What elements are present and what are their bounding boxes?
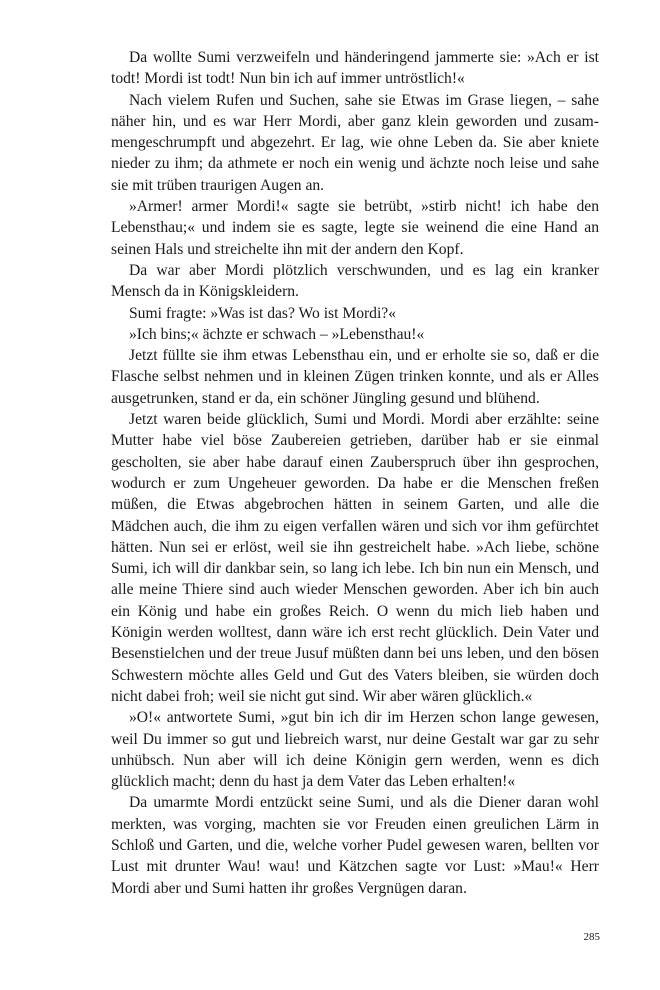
book-page-text	[111, 47, 599, 899]
paragraph: Nach vielem Rufen und Suchen, sahe sie Etwas im Grase liegen, – sahe näher hin, und es war Herr Mordi, aber ganz klein geworden und zusammengeschrumpft und abgezehrt. Er lag, wie ohne Leben da. Sie aber kniete nieder zu ihm; da athmete er noch ein wenig und ächzte noch leise und sahe sie mit trüben traurigen Augen an.	[111, 91, 599, 194]
paragraph: »Armer! armer Mordi!« sagte sie betrübt, »stirb nicht! ich habe den Lebensthau;« und indem sie es sagte, legte sie weinend die eine Hand an seinen Hals und streichelte ihn mit der andern den Kopf.	[111, 198, 599, 258]
paragraph: »Ich bins;« ächzte er schwach – »Lebensthau!«	[129, 325, 425, 343]
page-number: 285	[583, 931, 600, 943]
paragraph: »O!« antwortete Sumi, »gut bin ich dir im Herzen schon lange gewesen, weil Du immer so gut und liebreich warst, nur deine Gestalt war gar zu sehr unhübsch. Nun aber will ich deine Königin gern werden, wenn es dich glücklich macht; denn du hast ja dem Vater das Leben erhalten!«	[111, 709, 599, 791]
paragraph: Da umarmte Mordi entzückt seine Sumi, und als die Diener daran wohl merkten, was vorging, machten sie vor Freuden einen greulichen Lärm in Schloß und Garten, und die, welche vorher Pudel gewesen waren, bellten vor Lust mit drunter Wau! wau! und Kätzchen sagte vor Lust: »Mau!« Herr Mordi aber und Sumi hatten ihr großes Vergnügen daran.	[111, 794, 599, 897]
paragraph: Sumi fragte: »Was ist das? Wo ist Mordi?«	[129, 304, 397, 322]
paragraph: Jetzt waren beide glücklich, Sumi und Mordi. Mordi aber erzählte: seine Mutter habe viel böse Zaubereien getrieben, darüber hab er sie einmal gescholten, sie aber habe darauf einen Zauberspruch über ihn gesprochen, wodurch er zum Ungeheuer geworden. Da habe er die Menschen freßen müßen, die Etwas abgebrochen hätten in seinem Garten, und alle die Mädchen auch, die ihm zu eigen verfallen wären und sich vor ihm gefürchtet hätten. Nun sei er erlöst, weil sie ihn gestreichelt habe. »Ach liebe, schöne Sumi, ich will dir dankbar sein, so lang ich lebe. Ich bin nun ein Mensch, und alle meine Thiere sind auch wieder Menschen geworden. Aber ich bin auch ein König und habe ein großes Reich. O wenn du mich lieb haben und Königin werden wolltest, dann wäre ich erst recht glücklich. Dein Vater und Besenstielchen und der treue Jusuf müßten dann bei uns leben, und den bösen Schwestern möchte alles Geld und Gut des Vaters bleiben, sie würden doch nicht dabei froh; weil sie nicht gut sind. Wir aber wären glücklich.«	[111, 411, 599, 705]
paragraph: Da war aber Mordi plötzlich verschwunden, und es lag ein kranker Mensch da in Königskleidern.	[111, 261, 599, 301]
paragraph: Jetzt füllte sie ihm etwas Lebensthau ein, und er erholte sie so, daß er die Flasche selbst nehmen und in kleinen Zügen trinken konnte, und als er Alles ausgetrunken, stand er da, ein schöner Jüngling gesund und blühend.	[111, 347, 599, 407]
paragraph: Da wollte Sumi verzweifeln und händeringend jammerte sie: »Ach er ist todt! Mordi ist todt! Nun bin ich auf immer untröstlich!«	[111, 49, 599, 88]
